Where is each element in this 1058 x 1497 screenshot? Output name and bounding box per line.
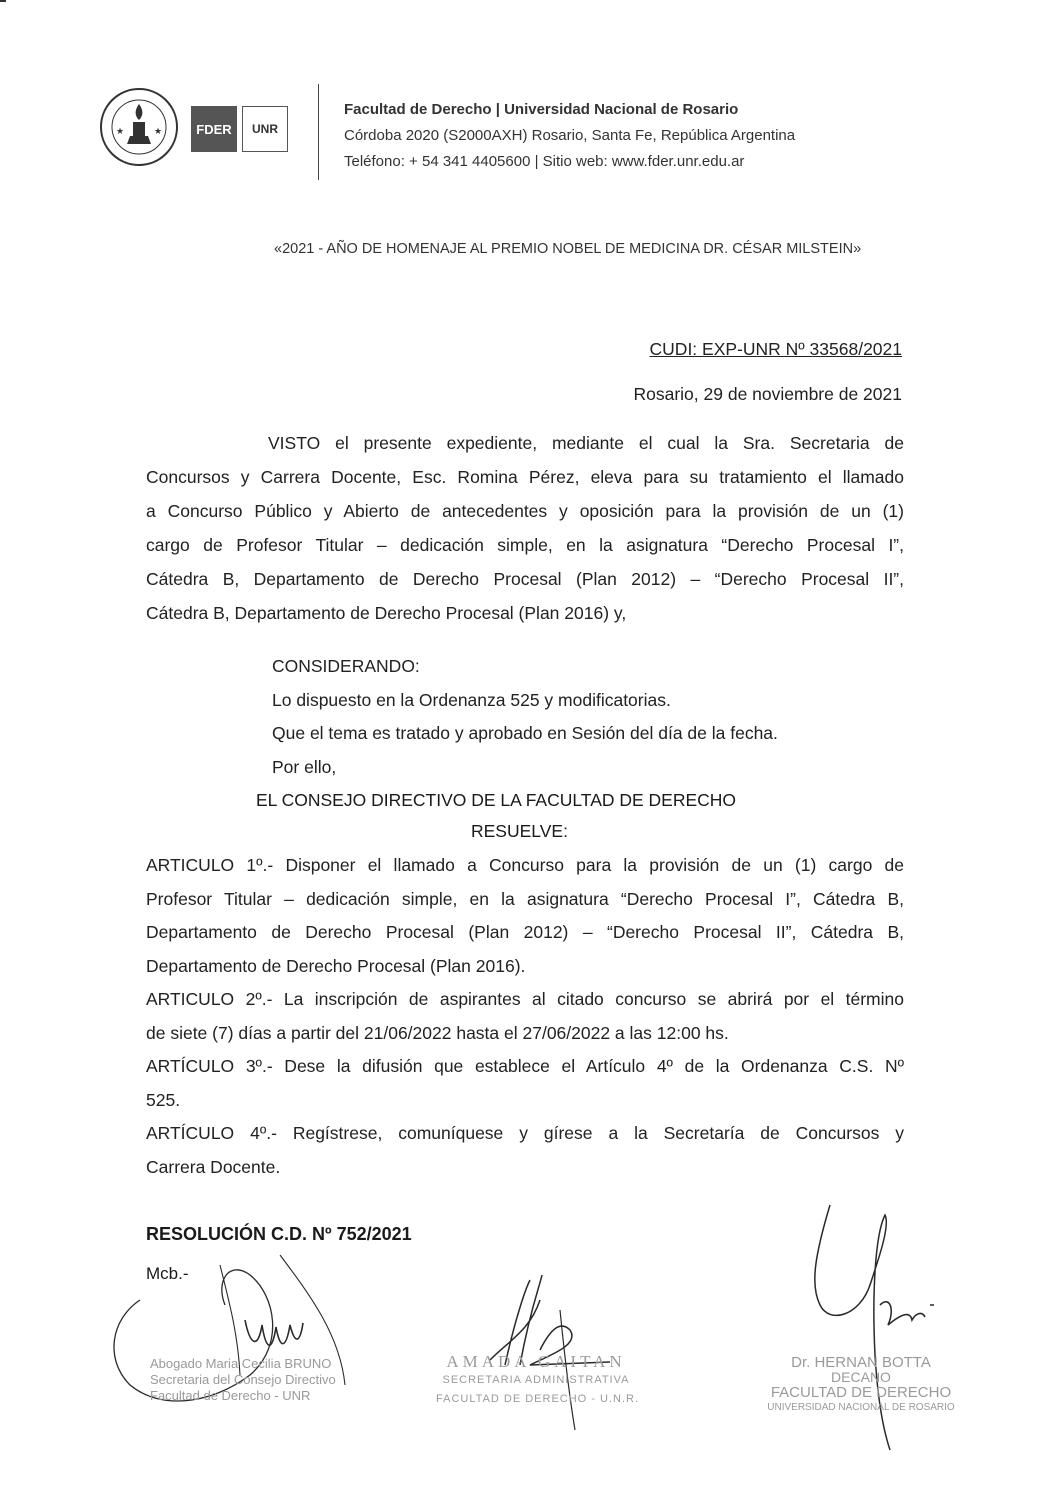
unr-logo: UNR [242,106,288,152]
consejo-heading: EL CONSEJO DIRECTIVO DE LA FACULTAD DE DERECHO [256,790,737,810]
expediente-number: CUDI: EXP-UNR Nº 33568/2021 [649,339,902,359]
document-date: Rosario, 29 de noviembre de 2021 [633,384,902,404]
visto-paragraph [146,426,904,630]
university-seal-icon [98,86,180,168]
articulo-line: ARTICULO 2º.- La inscripción de aspirantes al citado concurso se abrirá por el término [146,989,904,1009]
articulo-line: Departamento de Derecho Procesal (Plan 2012) – “Derecho Procesal II”, Cátedra B, [146,922,904,942]
scan-edge-mark [0,0,6,2]
articulo-line: 525. [146,1089,181,1110]
articulo-line: ARTÍCULO 3º.- Dese la difusión que establece el Artículo 4º de la Ordenanza C.S. Nº [146,1056,904,1076]
year-motto: «2021 - AÑO DE HOMENAJE AL PREMIO NOBEL DE MEDICINA DR. CÉSAR MILSTEIN» [274,241,862,257]
signature-role: DECANO [831,1369,891,1385]
signature-stamp-secretaria-consejo [150,1356,350,1404]
signature-university: UNIVERSIDAD NACIONAL DE ROSARIO [767,1402,955,1413]
faculty-contact: Teléfono: + 54 341 4405600 | Sitio web: www.fder.unr.edu.ar [344,153,745,170]
signature-scrawl-right [800,1195,960,1455]
resuelve-heading: RESUELVE: [471,821,568,841]
articulo-line: ARTÍCULO 4º.- Regístrese, comuníquese y gírese a la Secretaría de Concursos y [146,1123,904,1143]
initials: Mcb.- [146,1264,189,1283]
articulo-line: Profesor Titular – dedicación simple, en la asignatura “Derecho Procesal I”, Cátedra B, [146,888,904,909]
visto-line: a Concurso Público y Abierto de antecedentes y oposición para la provisión de un (1) [146,501,904,521]
articulo-line: de siete (7) días a partir del 21/06/2022 hasta el 27/06/2022 a las 12:00 hs. [146,1022,729,1043]
signature-stamp-decano [756,1355,966,1415]
visto-line: Concursos y Carrera Docente, Esc. Romina Pérez, eleva para su tratamiento el llamado [146,467,904,487]
signature-name: Abogado Maria Cecilia BRUNO [150,1356,332,1371]
articulo-line: Carrera Docente. [146,1156,281,1177]
signature-name: AMADA GAITAN [446,1352,626,1371]
visto-line: Cátedra B, Departamento de Derecho Procesal (Plan 2016) y, [146,603,627,623]
signature-stamp-secretaria-administrativa [436,1352,639,1409]
articulo-line: ARTICULO 1º.- Disponer el llamado a Concurso para la provisión de un (1) cargo de [146,855,904,875]
signature-institution: FACULTAD DE DERECHO - U.N.R. [436,1393,639,1405]
visto-line: VISTO el presente expediente, mediante el cual la Sra. Secretaria de [268,433,904,453]
visto-line: Cátedra B, Departamento de Derecho Procesal (Plan 2012) – “Derecho Procesal II”, [146,569,904,589]
articulos-section [146,849,904,1184]
faculty-address: Córdoba 2020 (S2000AXH) Rosario, Santa Fe, República Argentina [344,127,796,144]
signature-name: Dr. HERNAN BOTTA [791,1354,931,1371]
resolution-number: RESOLUCIÓN C.D. Nº 752/2021 [146,1224,412,1244]
visto-line: cargo de Profesor Titular – dedicación simple, en la asignatura “Derecho Procesal I”, [146,535,904,555]
articulo-line: Departamento de Derecho Procesal (Plan 2016). [146,955,526,976]
considerando-section [272,650,778,784]
considerando-title: CONSIDERANDO: [272,656,420,676]
fder-logo: FDER [191,106,237,152]
considerando-item: Lo dispuesto en la Ordenanza 525 y modificatorias. [272,689,671,710]
signature-institution: FACULTAD DE DERECHO [770,1384,952,1401]
faculty-name: Facultad de Derecho | Universidad Nacional de Rosario [344,101,739,118]
considerando-item: Que el tema es tratado y aprobado en Sesión del día de la fecha. [272,723,778,743]
header-divider [318,84,319,180]
svg-text:★: ★ [154,127,163,137]
considerando-item: Por ello, [272,756,337,777]
signature-role: SECRETARIA ADMINISTRATIVA [442,1374,630,1386]
signature-role: Secretaria del Consejo Directivo [150,1372,336,1387]
signature-institution: Facultad de Derecho - UNR [150,1388,311,1403]
svg-text:★: ★ [116,127,125,137]
